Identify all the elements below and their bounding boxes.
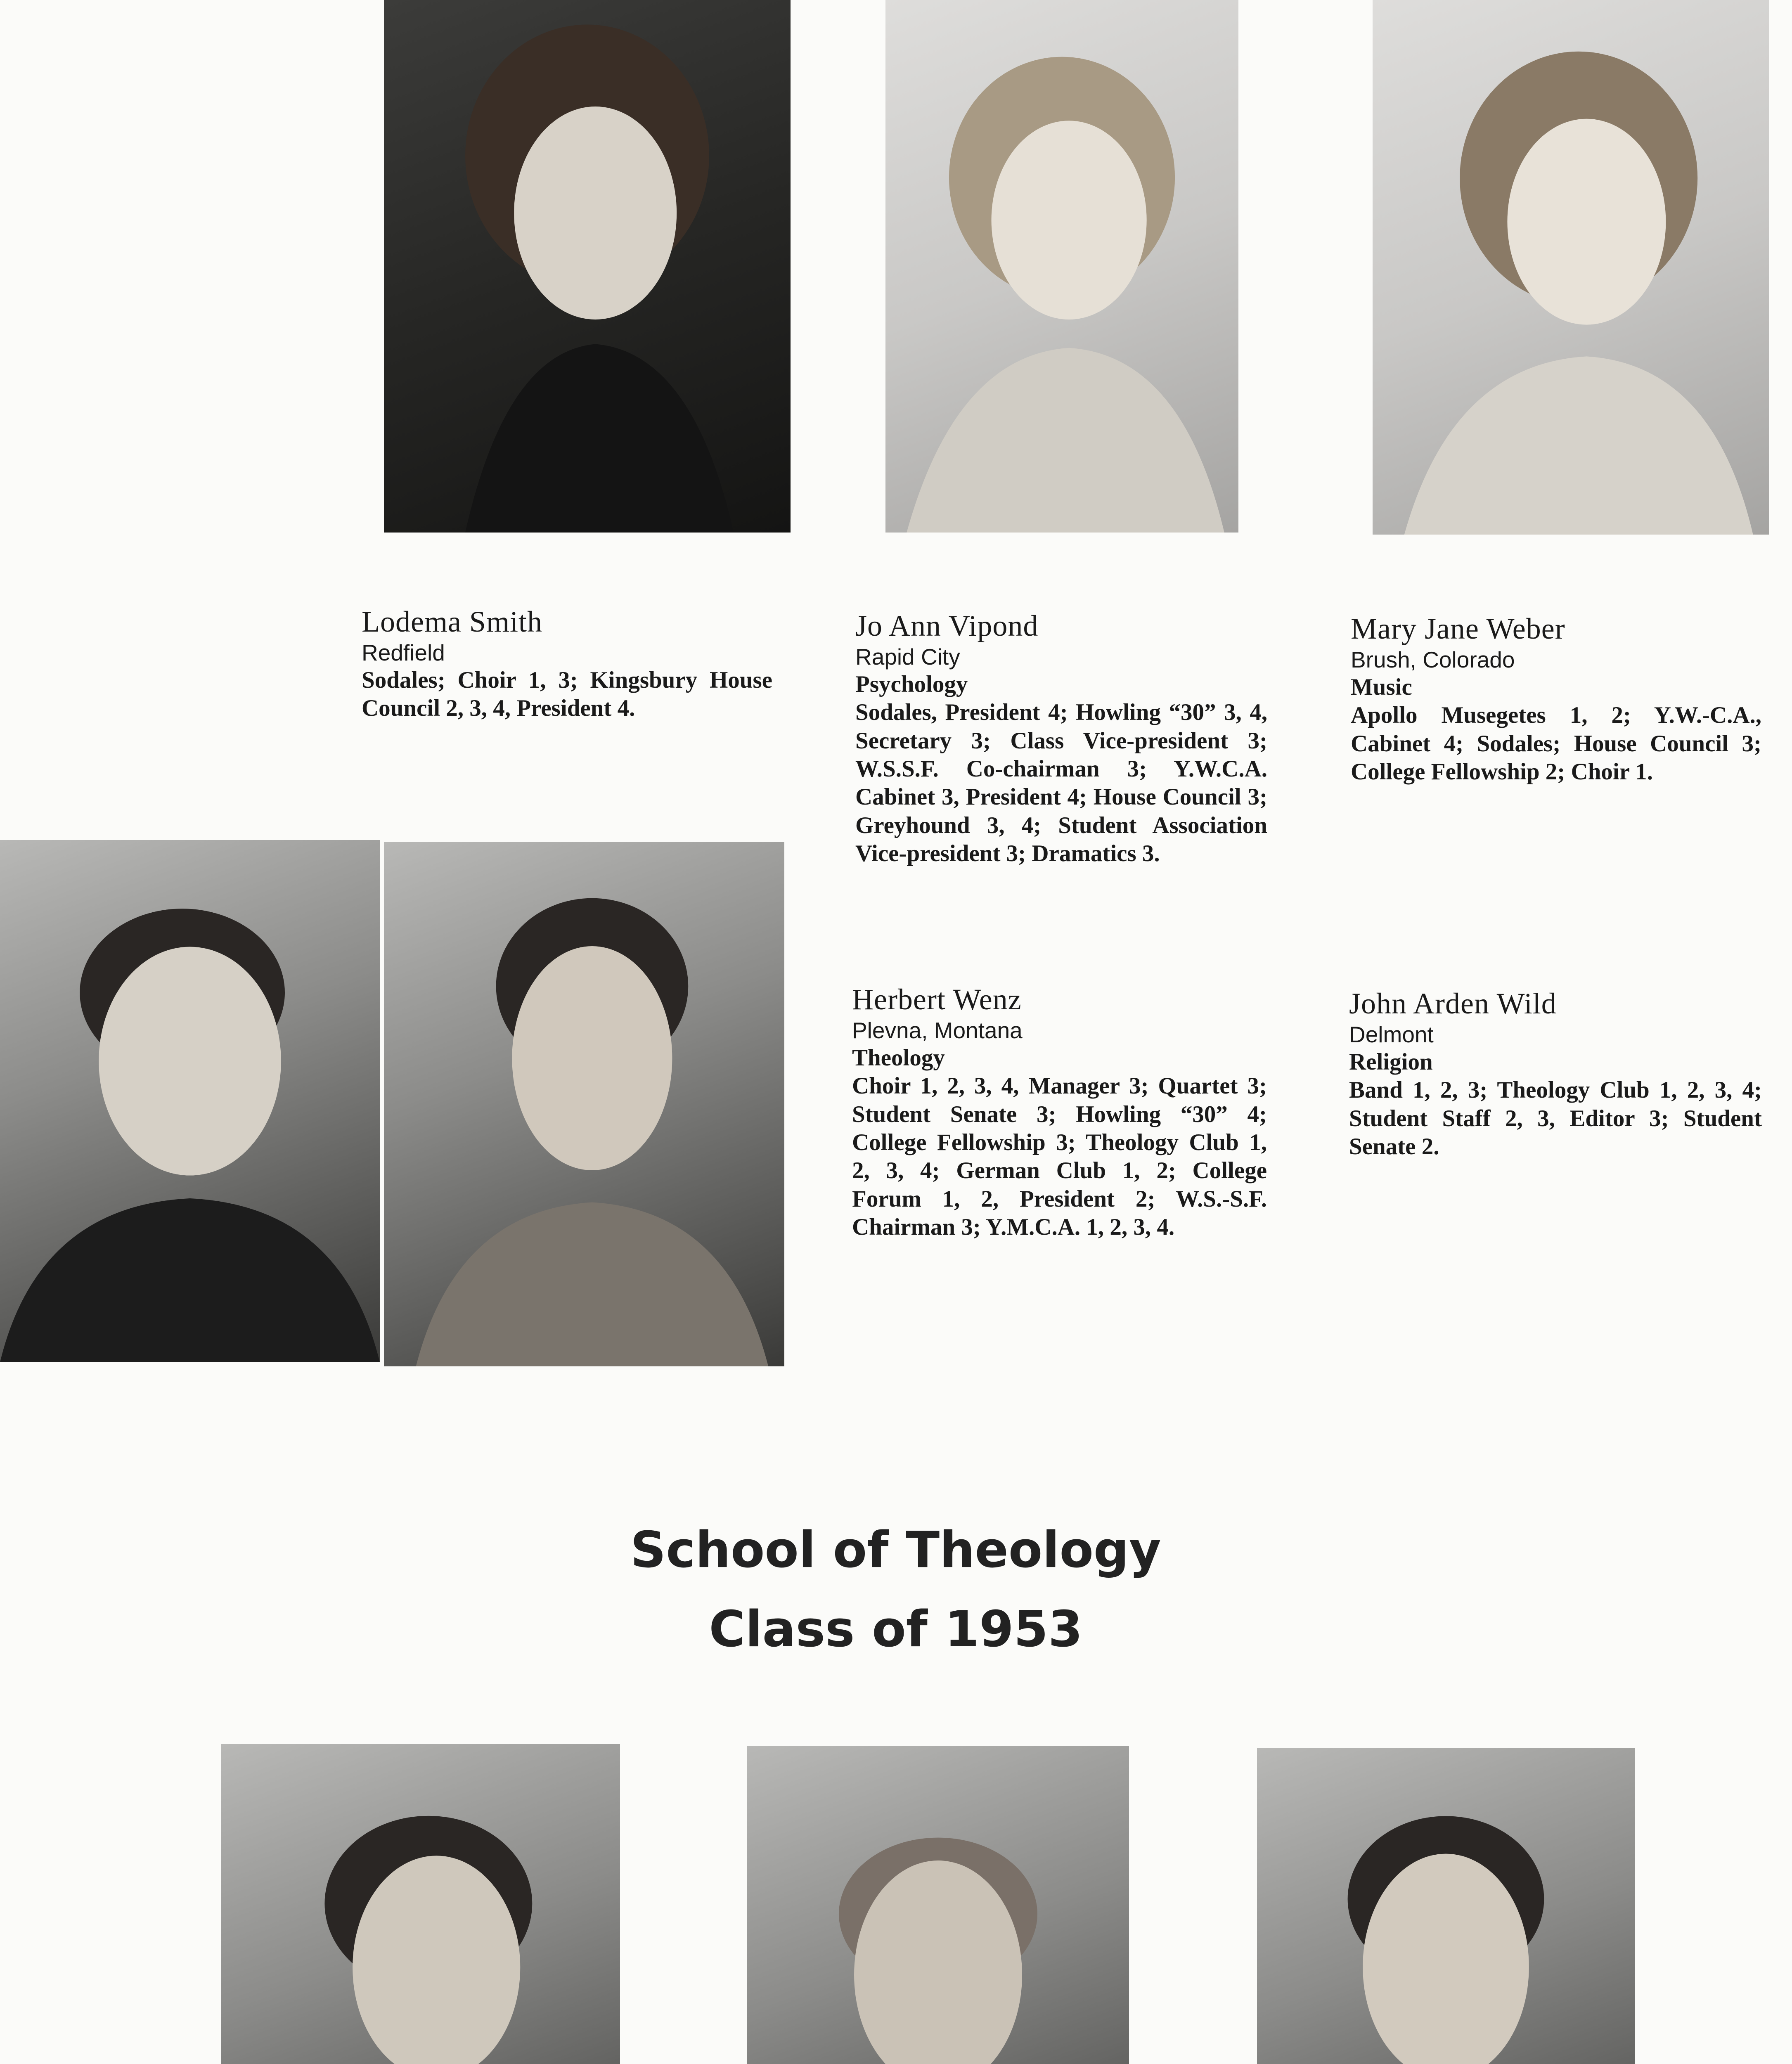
portrait-royce-buchtel	[221, 1744, 620, 2064]
student-major: Psychology	[855, 671, 968, 697]
student-entry-jo-ann-vipond	[855, 609, 1267, 868]
student-name: John Arden Wild	[1349, 987, 1557, 1020]
student-entry-lodema-smith	[362, 605, 772, 723]
portrait-wilbur-huck	[1257, 1748, 1635, 2064]
student-major: Religion	[1349, 1049, 1433, 1075]
student-activities: Choir 1, 2, 3, 4, Manager 3; Quartet 3; Student Senate 3; Howling “30” 4; College Fellowship 3; Theology Club 1, 2, 3, 4; German Club 1, 2; College Forum 1, 2, President 2; W.S.-S.F. Chairman 3; Y.M.C.A. 1, 2, 3, 4.	[852, 1073, 1267, 1240]
section-title-line2: Class of 1953	[709, 1601, 1083, 1658]
student-hometown: Plevna, Montana	[852, 1017, 1023, 1043]
portrait-john-arden-wild	[384, 842, 784, 1366]
student-hometown: Delmont	[1349, 1021, 1434, 1047]
student-activities: Sodales, President 4; Howling “30” 3, 4, Secretary 3; Class Vice-president 3; W.S.S.F. Co-chairman 3; Y.W.C.A. Cabinet 3, President 4; House Council 3; Greyhound 3, 4; Student Association Vice-president 3; Dramatics 3.	[855, 699, 1267, 867]
section-heading	[619, 1511, 1172, 1669]
portrait-jo-ann-vipond	[885, 0, 1238, 533]
section-title-line1: School of Theology	[630, 1522, 1161, 1579]
student-activities: Apollo Musegetes 1, 2; Y.W.-C.A., Cabinet 4; Sodales; House Council 3; College Fellowship 2; Choir 1.	[1351, 702, 1761, 785]
student-hometown: Redfield	[362, 639, 445, 665]
student-major: Theology	[852, 1044, 945, 1071]
student-entry-john-arden-wild	[1349, 987, 1762, 1161]
student-name: Mary Jane Weber	[1351, 612, 1565, 645]
student-entry-mary-jane-weber	[1351, 612, 1761, 786]
student-name: Jo Ann Vipond	[855, 609, 1039, 642]
portrait-veldon-grasmick	[747, 1746, 1129, 2064]
portrait-herbert-wenz	[0, 840, 380, 1362]
student-major: Music	[1351, 674, 1412, 700]
student-hometown: Rapid City	[855, 644, 960, 670]
student-entry-herbert-wenz	[852, 982, 1267, 1242]
student-activities: Band 1, 2, 3; Theology Club 1, 2, 3, 4; Student Staff 2, 3, Editor 3; Student Senate 2.	[1349, 1077, 1762, 1160]
portrait-lodema-smith	[384, 0, 791, 533]
student-hometown: Brush, Colorado	[1351, 646, 1515, 672]
student-name: Herbert Wenz	[852, 983, 1022, 1016]
student-activities: Sodales; Choir 1, 3; Kingsbury House Council 2, 3, 4, President 4.	[362, 667, 772, 722]
student-name: Lodema Smith	[362, 605, 542, 638]
portrait-mary-jane-weber	[1373, 0, 1769, 535]
